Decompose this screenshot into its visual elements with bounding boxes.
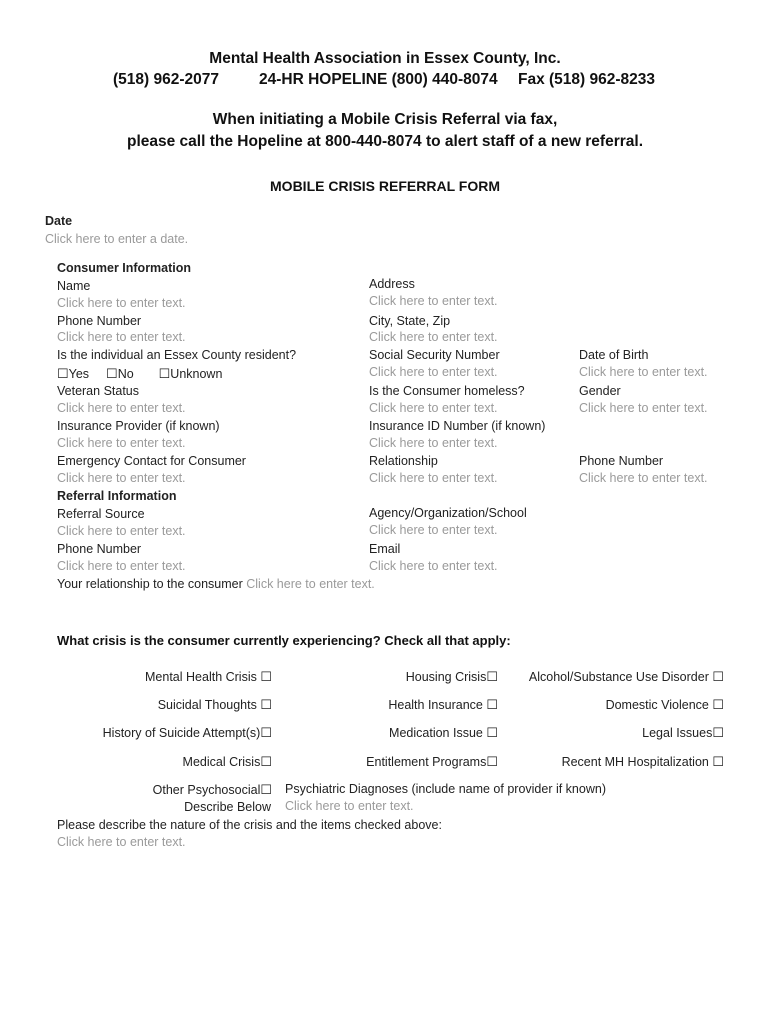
crisis-suicidal-thoughts xyxy=(57,697,272,713)
crisis-housing-checkbox[interactable]: ☐ xyxy=(486,669,498,684)
crisis-mental-health-checkbox[interactable]: ☐ xyxy=(260,669,272,684)
phone-field[interactable]: Click here to enter text. xyxy=(57,330,186,344)
crisis-medication xyxy=(300,725,498,741)
veteran-field[interactable]: Click here to enter text. xyxy=(57,401,186,415)
org-phone: (518) 962-2077 xyxy=(113,71,219,88)
crisis-medical-checkbox[interactable]: ☐ xyxy=(260,754,272,769)
referral-relationship-field[interactable]: Click here to enter text. xyxy=(246,577,375,591)
resident-yes-label: Yes xyxy=(68,367,90,381)
crisis-housing-label: Housing Crisis xyxy=(405,670,487,684)
homeless-field[interactable]: Click here to enter text. xyxy=(369,401,498,415)
resident-yes-checkbox[interactable]: ☐ xyxy=(57,366,69,381)
address-field[interactable]: Click here to enter text. xyxy=(369,294,498,308)
city-state-zip-label: City, State, Zip xyxy=(369,314,451,328)
describe-field[interactable]: Click here to enter text. xyxy=(57,835,186,849)
crisis-suicide-attempt-checkbox[interactable]: ☐ xyxy=(260,725,272,740)
fax-number: Fax (518) 962-8233 xyxy=(518,71,656,88)
address-label: Address xyxy=(369,277,415,291)
form-title: MOBILE CRISIS REFERRAL FORM xyxy=(270,178,500,194)
relationship-label: Relationship xyxy=(369,454,438,468)
crisis-entitlement-checkbox[interactable]: ☐ xyxy=(486,754,498,769)
resident-unknown-checkbox[interactable]: ☐ xyxy=(158,366,171,381)
date-label: Date xyxy=(45,214,73,228)
fax-notice-line1: When initiating a Mobile Crisis Referral via fax, xyxy=(212,111,558,128)
referral-source-label: Referral Source xyxy=(57,507,145,521)
diagnoses-label: Psychiatric Diagnoses (include name of provider if known) xyxy=(285,782,606,796)
describe-below-label: Describe Below xyxy=(184,800,271,814)
crisis-medical xyxy=(57,754,272,770)
crisis-suicide-attempt-label: History of Suicide Attempt(s) xyxy=(102,726,261,740)
crisis-other-label: Other Psychosocial xyxy=(152,783,261,797)
referral-info-heading: Referral Information xyxy=(57,489,177,503)
resident-unknown-label: Unknown xyxy=(170,367,223,381)
emergency-contact-label: Emergency Contact for Consumer xyxy=(57,454,246,468)
crisis-domestic-violence xyxy=(510,697,724,713)
referral-relationship-label: Your relationship to the consumer xyxy=(57,577,243,591)
crisis-other-checkbox[interactable]: ☐ xyxy=(260,782,272,797)
agency-label: Agency/Organization/School xyxy=(369,506,527,520)
crisis-entitlement xyxy=(300,754,498,770)
email-label: Email xyxy=(369,542,401,556)
email-field[interactable]: Click here to enter text. xyxy=(369,559,498,573)
ec-phone-label: Phone Number xyxy=(579,454,664,468)
crisis-health-insurance-checkbox[interactable]: ☐ xyxy=(486,697,498,712)
dob-field[interactable]: Click here to enter text. xyxy=(579,365,708,379)
crisis-legal-checkbox[interactable]: ☐ xyxy=(712,725,724,740)
crisis-housing xyxy=(300,669,498,685)
crisis-health-insurance xyxy=(300,697,498,713)
crisis-domestic-violence-checkbox[interactable]: ☐ xyxy=(712,697,724,712)
veteran-label: Veteran Status xyxy=(57,384,140,398)
crisis-substance-use xyxy=(510,669,724,685)
referral-source-field[interactable]: Click here to enter text. xyxy=(57,524,186,538)
homeless-label: Is the Consumer homeless? xyxy=(369,384,525,398)
crisis-medical-label: Medical Crisis xyxy=(182,755,261,769)
crisis-domestic-violence-label: Domestic Violence xyxy=(605,698,709,712)
insurance-id-field[interactable]: Click here to enter text. xyxy=(369,436,498,450)
gender-label: Gender xyxy=(579,384,621,398)
city-state-zip-field[interactable]: Click here to enter text. xyxy=(369,330,498,344)
crisis-other-psychosocial xyxy=(57,782,272,798)
ec-phone-field[interactable]: Click here to enter text. xyxy=(579,471,708,485)
resident-no-checkbox[interactable]: ☐ xyxy=(106,366,118,381)
diagnoses-field[interactable]: Click here to enter text. xyxy=(285,799,414,813)
date-field[interactable]: Click here to enter a date. xyxy=(45,232,189,246)
crisis-entitlement-label: Entitlement Programs xyxy=(366,755,487,769)
crisis-medication-label: Medication Issue xyxy=(389,726,483,740)
crisis-health-insurance-label: Health Insurance xyxy=(388,698,483,712)
ssn-field[interactable]: Click here to enter text. xyxy=(369,365,498,379)
resident-no-label: No xyxy=(117,367,134,381)
relationship-field[interactable]: Click here to enter text. xyxy=(369,471,498,485)
fax-notice-line2: please call the Hopeline at 800-440-8074 to alert staff of a new referral. xyxy=(126,133,644,150)
crisis-substance-use-checkbox[interactable]: ☐ xyxy=(712,669,724,684)
ssn-label: Social Security Number xyxy=(369,348,500,362)
crisis-suicide-attempt xyxy=(57,725,272,741)
describe-label: Please describe the nature of the crisis and the items checked above: xyxy=(57,818,442,832)
crisis-question: What crisis is the consumer currently experiencing? Check all that apply: xyxy=(57,633,511,648)
name-field[interactable]: Click here to enter text. xyxy=(57,296,186,310)
referral-phone-label: Phone Number xyxy=(57,542,142,556)
name-label: Name xyxy=(57,279,91,293)
crisis-legal xyxy=(510,725,724,741)
crisis-substance-use-label: Alcohol/Substance Use Disorder xyxy=(528,670,709,684)
crisis-medication-checkbox[interactable]: ☐ xyxy=(486,725,498,740)
referral-relationship-row xyxy=(57,577,375,591)
crisis-mh-hospitalization-label: Recent MH Hospitalization xyxy=(561,755,709,769)
crisis-suicidal-thoughts-label: Suicidal Thoughts xyxy=(157,698,257,712)
dob-label: Date of Birth xyxy=(579,348,649,362)
referral-phone-field[interactable]: Click here to enter text. xyxy=(57,559,186,573)
resident-options xyxy=(57,366,222,382)
crisis-mental-health-label: Mental Health Crisis xyxy=(145,670,257,684)
insurance-id-label: Insurance ID Number (if known) xyxy=(369,419,546,433)
insurance-field[interactable]: Click here to enter text. xyxy=(57,436,186,450)
insurance-label: Insurance Provider (if known) xyxy=(57,419,220,433)
phone-label: Phone Number xyxy=(57,314,142,328)
emergency-contact-field[interactable]: Click here to enter text. xyxy=(57,471,186,485)
hopeline: 24-HR HOPELINE (800) 440-8074 xyxy=(259,71,498,88)
crisis-mh-hospitalization xyxy=(510,754,724,770)
consumer-info-heading: Consumer Information xyxy=(57,261,192,275)
crisis-mh-hospitalization-checkbox[interactable]: ☐ xyxy=(712,754,724,769)
crisis-mental-health xyxy=(57,669,272,685)
agency-field[interactable]: Click here to enter text. xyxy=(369,523,498,537)
gender-field[interactable]: Click here to enter text. xyxy=(579,401,708,415)
resident-question: Is the individual an Essex County resident? xyxy=(57,348,297,362)
org-name: Mental Health Association in Essex County, Inc. xyxy=(209,50,561,67)
crisis-legal-label: Legal Issues xyxy=(642,726,713,740)
crisis-suicidal-thoughts-checkbox[interactable]: ☐ xyxy=(260,697,272,712)
